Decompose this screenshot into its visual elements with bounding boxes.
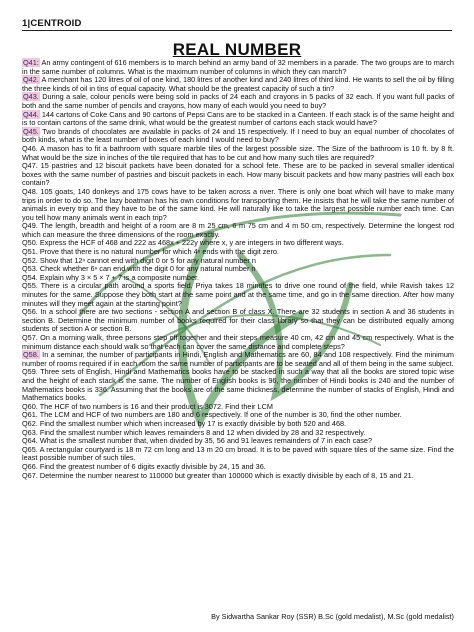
question-number: Q59. [22, 367, 38, 377]
question-number: Q65. [22, 444, 38, 454]
question-number: Q58. [23, 350, 39, 360]
question-text: There is a circular path around a sports field. Priya takes 18 minutes to drive one round of the field, while Ravish takes 12 minutes for the same. Suppose they both start at the same point and at the same time, and go in the same direction. After how many minutes will they meet again at the starting point? [22, 281, 454, 308]
question-number: Q47. [22, 161, 38, 171]
question-text: Find the greatest number of 6 digits exactly divisible by 24, 15 and 36. [37, 461, 266, 471]
question-text: The LCM and HCF of two numbers are 180 and 6 respectively. If one of the number is 30, find the other number. [37, 410, 402, 420]
question-text: A merchant has 120 litres of oil of one kind, 180 litres of another kind and 240 litres of third kind. He wants to sell the oil by filling the three kinds of oil in tins of equal capacity. What should be the greatest capacity of such a tin? [22, 75, 454, 93]
question-item [22, 446, 454, 463]
question-number: Q41: [23, 58, 39, 67]
question-item [22, 222, 454, 239]
question-number: Q67. [22, 470, 38, 480]
question-number: Q49. [22, 221, 38, 231]
question-text: Determine the number nearest to 110000 but greater than 100000 which is exactly divisible by each of 8, 15 and 21. [37, 470, 414, 480]
question-number: Q64. [22, 436, 38, 446]
question-text: Find the smallest number which leaves remainders 8 and 12 when divided by 28 and 32 respectively. [37, 427, 366, 437]
question-number: Q55. [22, 281, 38, 291]
question-item [22, 111, 454, 128]
question-text: The HCF of two numbers is 16 and their product is 3072. Find their LCM [37, 401, 273, 411]
question-text: Show that 12ⁿ cannot end with digit 0 or 5 for any natural number n [37, 255, 256, 265]
author-credit: By Sidwartha Sankar Roy (SSR) B.Sc (gold medalist), M.Sc (gold medalist) [211, 612, 454, 621]
question-text: The length, breadth and height of a room are 8 m 25 cm, 6 m 75 cm and 4 m 50 cm, respectively. Determine the longest rod which can measure the three dimensions of the room exactly. [22, 221, 454, 239]
question-number: Q50. [22, 238, 38, 248]
question-item [22, 472, 454, 481]
question-item [22, 145, 454, 162]
page-title: REAL NUMBER [172, 40, 302, 59]
question-text: Find the smallest number which when increased by 17 is exactly divisible by both 520 and 468. [37, 418, 347, 428]
question-text: In a school there are two sections - section A and section B of class X. There are 32 students in section A and 36 students in section B. Determine the minimum number of books required for their class library so that they can be distributed equally among students of section A or section B. [22, 307, 454, 334]
question-number: Q54. [22, 272, 38, 282]
question-item [22, 93, 454, 110]
question-text: 15 pastries and 12 biscuit packets have been donated for a school fete. These are to be packed in several smaller identical boxes with the same number of pastries and biscuit packets in each. How many biscuit packets and how many pastries will each box contain? [22, 161, 454, 188]
question-item [22, 162, 454, 188]
question-number: Q45. [23, 126, 39, 136]
question-number: Q48. [22, 186, 38, 196]
question-number: Q43. [23, 92, 39, 102]
question-number: Q51. [22, 247, 38, 257]
header-label: 1|CENTROID [22, 18, 82, 29]
question-text: Prove that there is no natural number for which 4ⁿ ends with the digit zero. [37, 247, 279, 257]
question-text: 105 goats, 140 donkeys and 175 cows have to be taken across a river. There is only one boat which will have to make many trips in order to do so. The lazy boatman has his own conditions for transporting them. He insists that he will take the same number of animals in every trip and they have to be of the same kind. He will naturally like to take the largest possible number each time. Can you tell how many animals went in each trip? [22, 186, 454, 222]
question-number: Q66. [22, 461, 38, 471]
question-item [22, 188, 454, 222]
question-text: 144 cartons of Coke Cans and 90 cartons of Pepsi Cans are to be stacked in a Canteen. If each stack is of the same height and is to contain cartons of the same drink, what would be the greatest number of cartons each stack would have? [22, 109, 454, 128]
question-number: Q57. [22, 333, 38, 342]
question-number: Q53. [22, 264, 38, 274]
question-text: Two brands of chocolates are available in packs of 24 and 15 respectively. If I need to buy an equal number of chocolates of both kinds, what is the least number of boxes of each kind I would need to buy? [22, 126, 454, 145]
question-number: Q56. [22, 307, 38, 317]
question-number: Q44. [23, 109, 39, 119]
question-number: Q61. [22, 410, 38, 420]
question-number: Q62. [22, 418, 38, 428]
question-text: On a morning walk, three persons step off together and their steps measure 40 cm, 42 cm and 45 cm respectively. What is the minimum distance each should walk so that each can cover the same distance and complete steps? [22, 333, 454, 351]
question-text: What is the smallest number that, when divided by 35, 56 and 91 leaves remainders of 7 in each case? [37, 436, 373, 446]
question-item [22, 128, 454, 145]
question-item [22, 282, 454, 308]
question-text: A mason has to fit a bathroom with square marble tiles of the largest possible size. The Size of the bathroom is 10 ft. by 8 ft. What would be the size in inches of the tile required that has to be cut and how many such tiles are required? [22, 143, 454, 162]
header-divider [22, 30, 452, 31]
question-item [22, 351, 454, 368]
question-item [22, 76, 454, 93]
question-number: Q52. [22, 255, 38, 265]
question-item [22, 368, 454, 402]
question-text: An army contingent of 616 members is to march behind an army band of 32 members in a parade. The two groups are to march in the same number of columns. What is the maximum number of columns in which they can march? [22, 58, 454, 76]
question-item [22, 334, 454, 351]
question-text: Express the HCF of 468 and 222 as 468x + 222y where x, y are integers in two different ways. [37, 238, 344, 248]
question-list [22, 59, 454, 480]
question-text: Explain why 3 × 5 × 7 + 7 is a composite number. [37, 272, 200, 282]
question-number: Q60. [22, 401, 38, 411]
question-text: In a seminar, the number of participants in Hindi, English and Mathematics are 60, 84 and 108 respectively. Find the minimum number of rooms required if in each room the same number of participants are to be seated and all of them being in the same subject. [22, 350, 454, 368]
question-number: Q42. [23, 75, 39, 85]
question-text: During a sale, colour pencils were being sold in packs of 24 each and crayons in 5 packs of 32 each. If you want full packs of both and the same number of pencils and crayons, how many of each would you need to buy? [22, 92, 454, 110]
question-number: Q46. [22, 143, 38, 153]
question-text: A rectangular courtyard is 18 m 72 cm long and 13 m 20 cm broad. It is to be paved with square tiles of the same size. Find the least possible number of such tiles. [22, 444, 454, 463]
question-text: Three sets of English, Hindi and Mathematics books have to be stacked in such a way that all the books are stored topic wise and the height of each stack is the same. The number of English books is 96, the number of Hindi books is 240 and the number of Mathematics books is 336. Assuming that the books are of the same thickness, determine the number of stacks of English, Hindi and Mathematics books. [22, 367, 454, 403]
question-number: Q63. [22, 427, 38, 437]
question-text: Check whether 6ⁿ can end with the digit 0 for any natural number n [37, 264, 256, 274]
question-item [22, 59, 454, 76]
question-item [22, 308, 454, 334]
